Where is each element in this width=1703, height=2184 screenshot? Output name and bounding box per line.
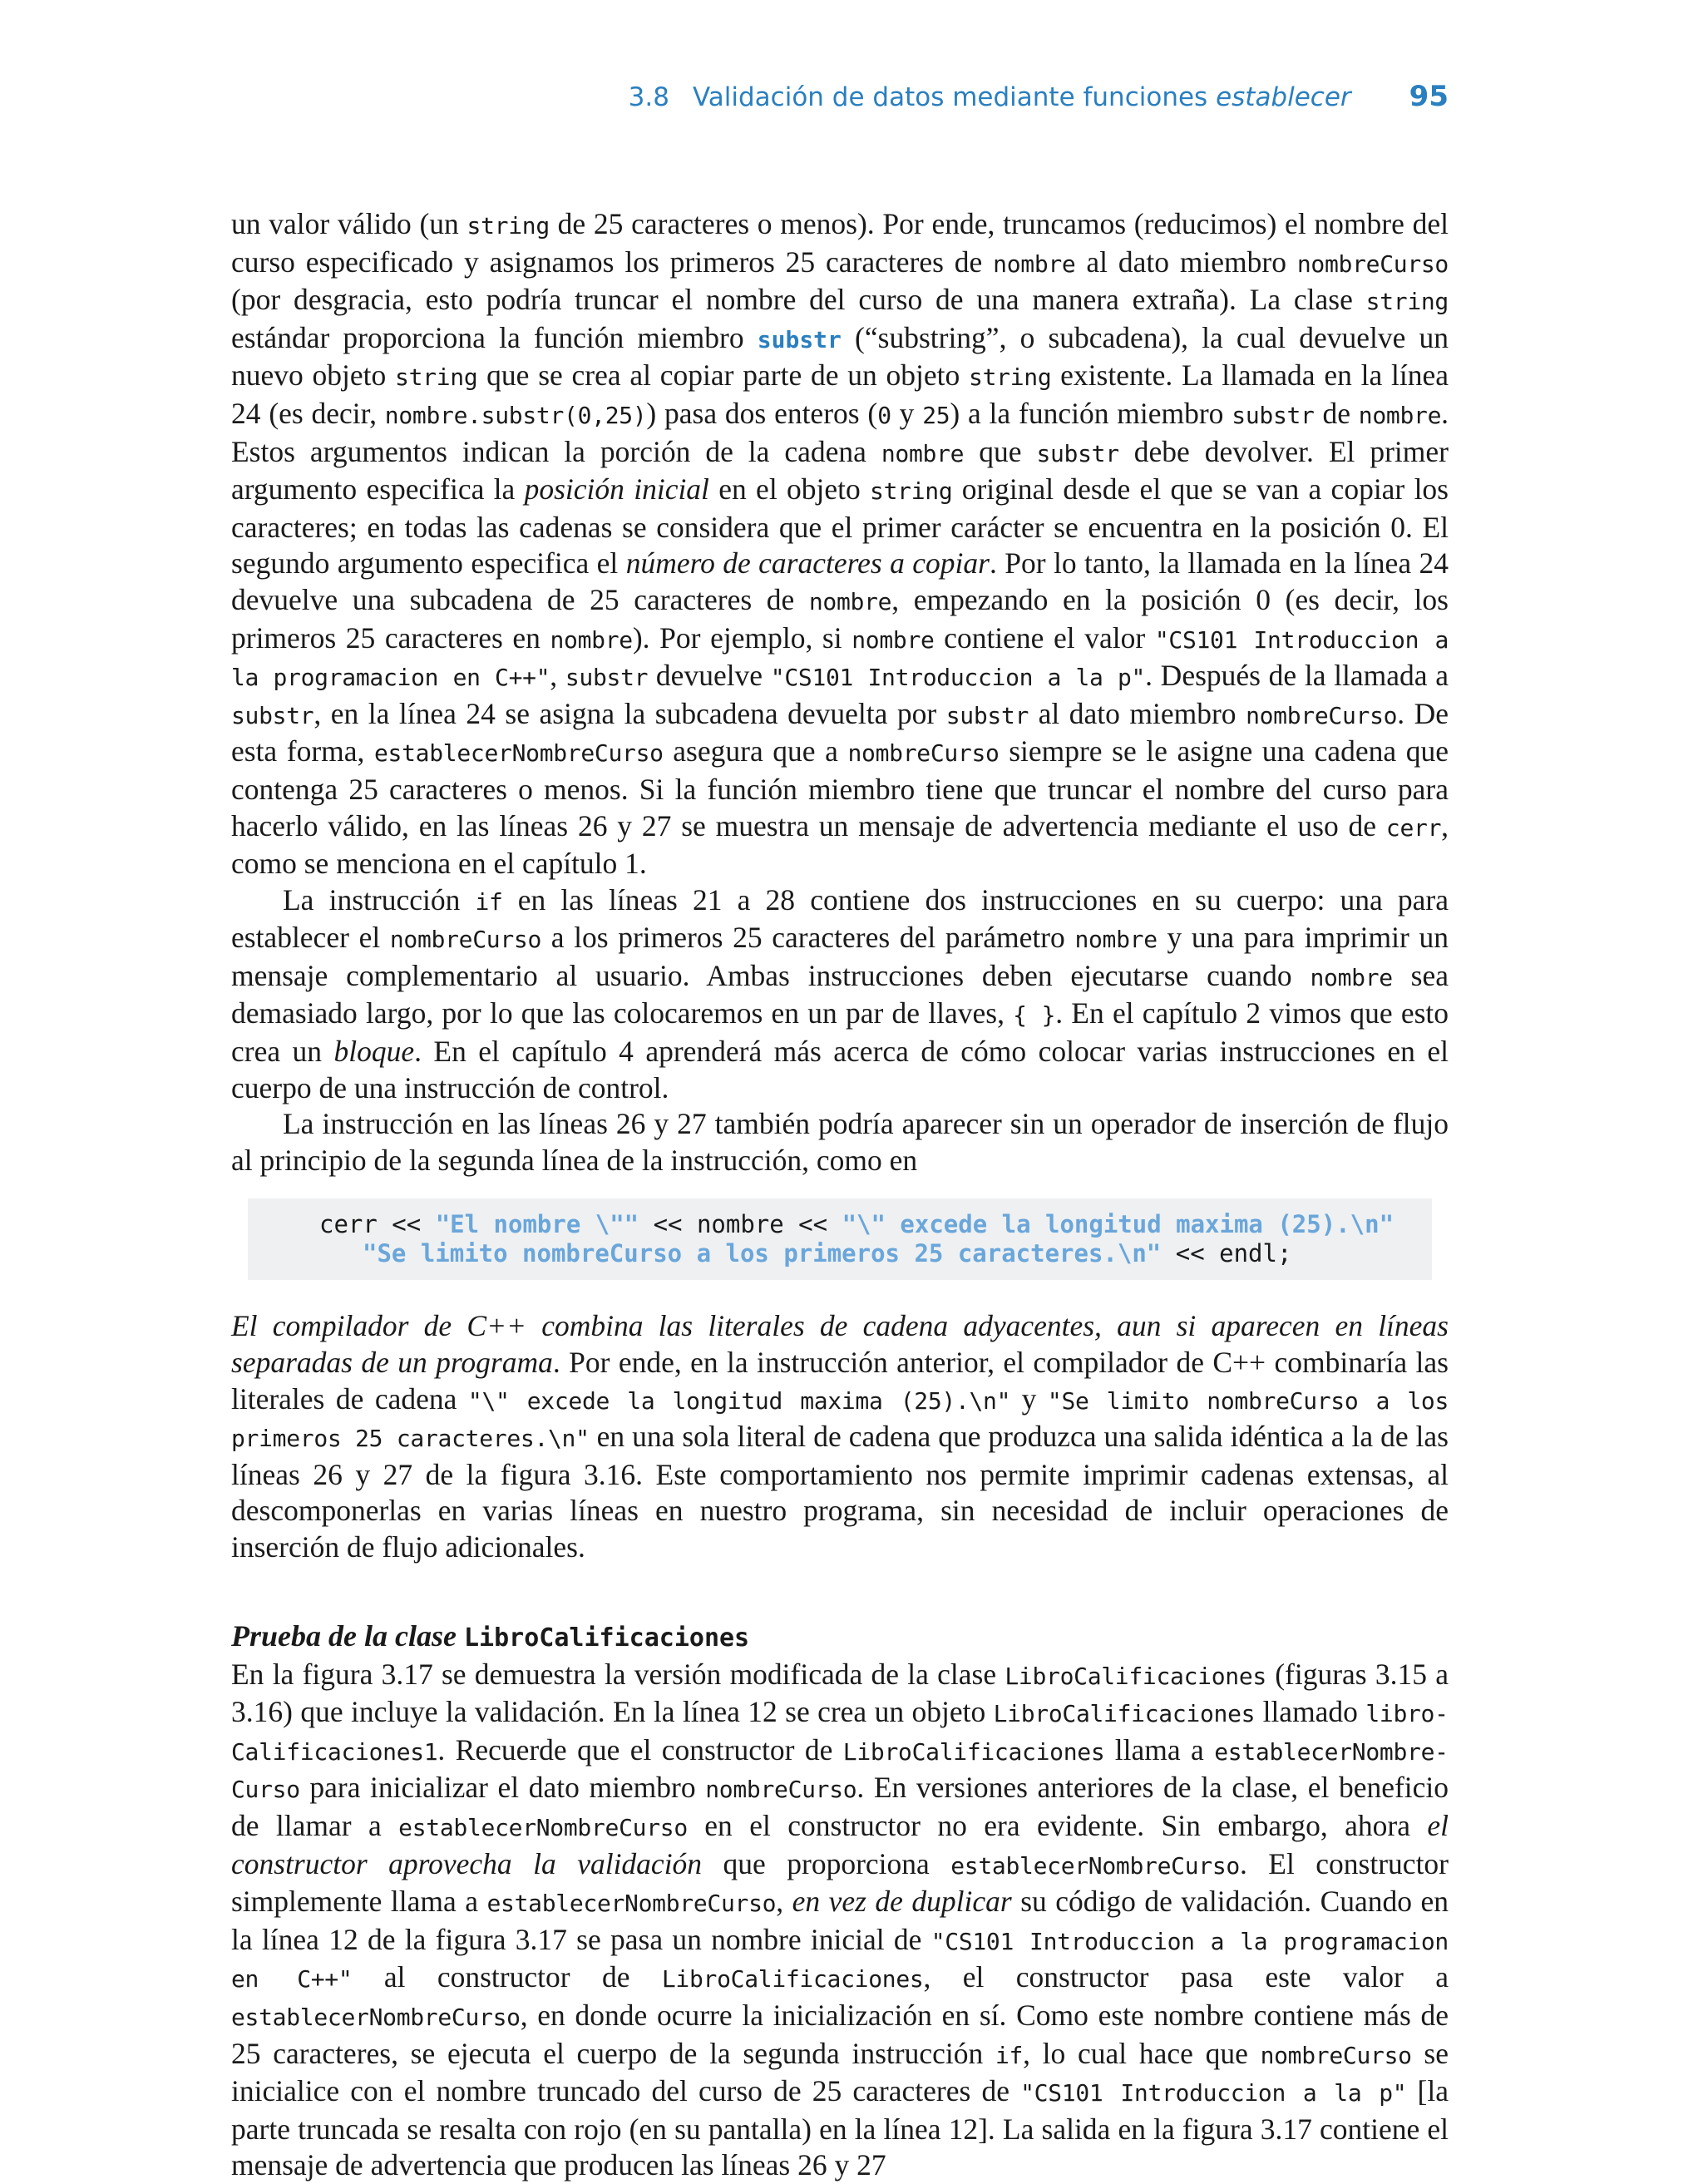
keyword-substr: substr [757,325,842,353]
subsection-heading: Prueba de la clase LibroCalificaciones [231,1618,750,1653]
page-body [231,206,1449,2184]
code-block [248,1198,1432,1280]
paragraph-2: La instrucción if en las líneas 21 a 28 contiene dos instrucciones en su cuerpo: una para establecer el nombreCurso a los primeros 25 caracteres del parámetro nombre y una para imprimir un mensaje complementario al usuario. Ambas instrucciones deben ejecutarse cuando nombre sea demasiado largo, por lo que las colocaremos en un par de llaves, { }. En el capítulo 2 vimos que esto crea un bloque. En el capítulo 4 aprenderá más acerca de cómo colocar varias instrucciones en el cuerpo de una instrucción de control. [231,882,1449,1104]
section-title: Validación de datos mediante funciones establecer [692,82,1351,112]
paragraph-4: El compilador de C++ combina las literales de cadena adyacentes, aun si aparecen en líneas separadas de un programa. Por ende, en la instrucción anterior, el compilador de C++ combinaría las literales de cadena "\" excede la longitud maxima (25).\n" y "Se limito nombreCurso a los primeros 25 caracteres.\n" en una sola literal de cadena que produzca una salida idéntica a la de las líneas 26 y 27 de la figura 3.16. Este comportamiento nos permite imprimir cadenas extensas, al descomponerlas en varias líneas en nuestro programa, sin necesidad de incluir operaciones de inserción de flujo adicionales. [231,1309,1449,1564]
page-number: 95 [1409,80,1449,113]
code-line-1: cerr << "El nombre \"" << nombre << "\" excede la longitud maxima (25).\n" [319,1210,1394,1239]
paragraph-5: En la figura 3.17 se demuestra la versión modificada de la clase LibroCalificaciones (figuras 3.15 a 3.16) que incluye la validación. En la línea 12 se crea un objeto LibroCalificaciones llamado libroCalificaciones1. Recuerde que el constructor de LibroCalificaciones llama a establecerNombreCurso para inicializar el dato miembro nombreCurso. En versiones anteriores de la clase, el beneficio de llamar a establecerNombreCurso en el constructor no era evidente. Sin embargo, ahora el constructor aprovecha la validación que proporciona establecerNombreCurso. El constructor simplemente llama a establecerNombreCurso, en vez de duplicar su código de validación. Cuando en la línea 12 de la figura 3.17 se pasa un nombre inicial de "CS101 Introduccion a la programacion en C++" al constructor de LibroCalificaciones, el constructor pasa este valor a establecerNombreCurso, en donde ocurre la inicialización en sí. Como este nombre contiene más de 25 caracteres, se ejecuta el cuerpo de la segunda instrucción if, lo cual hace que nombreCurso se inicialice con el nombre truncado del curso de 25 caracteres de "CS101 Introduccion a la p" [la parte truncada se resalta con rojo (en su pantalla) en la línea 12]. La salida en la figura 3.17 contiene el mensaje de advertencia que producen las líneas 26 y 27 [231,1657,1449,2182]
section-number: 3.8 [628,82,669,112]
code-line-2: "Se limito nombreCurso a los primeros 25 caracteres.\n" << endl; [363,1239,1292,1268]
running-header [231,80,1449,113]
paragraph-3: La instrucción en las líneas 26 y 27 también podría aparecer sin un operador de inserción de flujo al principio de la segunda línea de la instrucción, como en [231,1107,1449,1177]
paragraph-1: un valor válido (un string de 25 caracteres o menos). Por ende, truncamos (reducimos) el nombre del curso especificado y asignamos los primeros 25 caracteres de nombre al dato miembro nombreCurso (por desgracia, esto podría truncar el nombre del curso de una manera extraña). La clase string estándar proporciona la función miembro substr (“substring”, o subcadena), la cual devuelve un nuevo objeto string que se crea al copiar parte de un objeto string existente. La llamada en la línea 24 (es decir, nombre.substr(0,25)) pasa dos enteros (0 y 25) a la función miembro substr de nombre. Estos argumentos indican la porción de la cadena nombre que substr debe devolver. El primer argumento especifica la posición inicial en el objeto string original desde el que se van a copiar los caracteres; en todas las cadenas se considera que el primer carácter se encuentra en la posición 0. El segundo argumento especifica el número de caracteres a copiar. Por lo tanto, la llamada en la línea 24 devuelve una subcadena de 25 caracteres de nombre, empezando en la posición 0 (es decir, los primeros 25 caracteres en nombre). Por ejemplo, si nombre contiene el valor "CS101 Introduccion a la programacion en C++", substr devuelve "CS101 Introduccion a la p". Después de la llamada a substr, en la línea 24 se asigna la subcadena devuelta por substr al dato miembro nombreCurso. De esta forma, establecerNombreCurso asegura que a nombreCurso siempre se le asigne una cadena que contenga 25 caracteres o menos. Si la función miembro tiene que truncar el nombre del curso para hacerlo válido, en las líneas 26 y 27 se muestra un mensaje de advertencia mediante el uso de cerr, como se menciona en el capítulo 1. [231,207,1449,881]
